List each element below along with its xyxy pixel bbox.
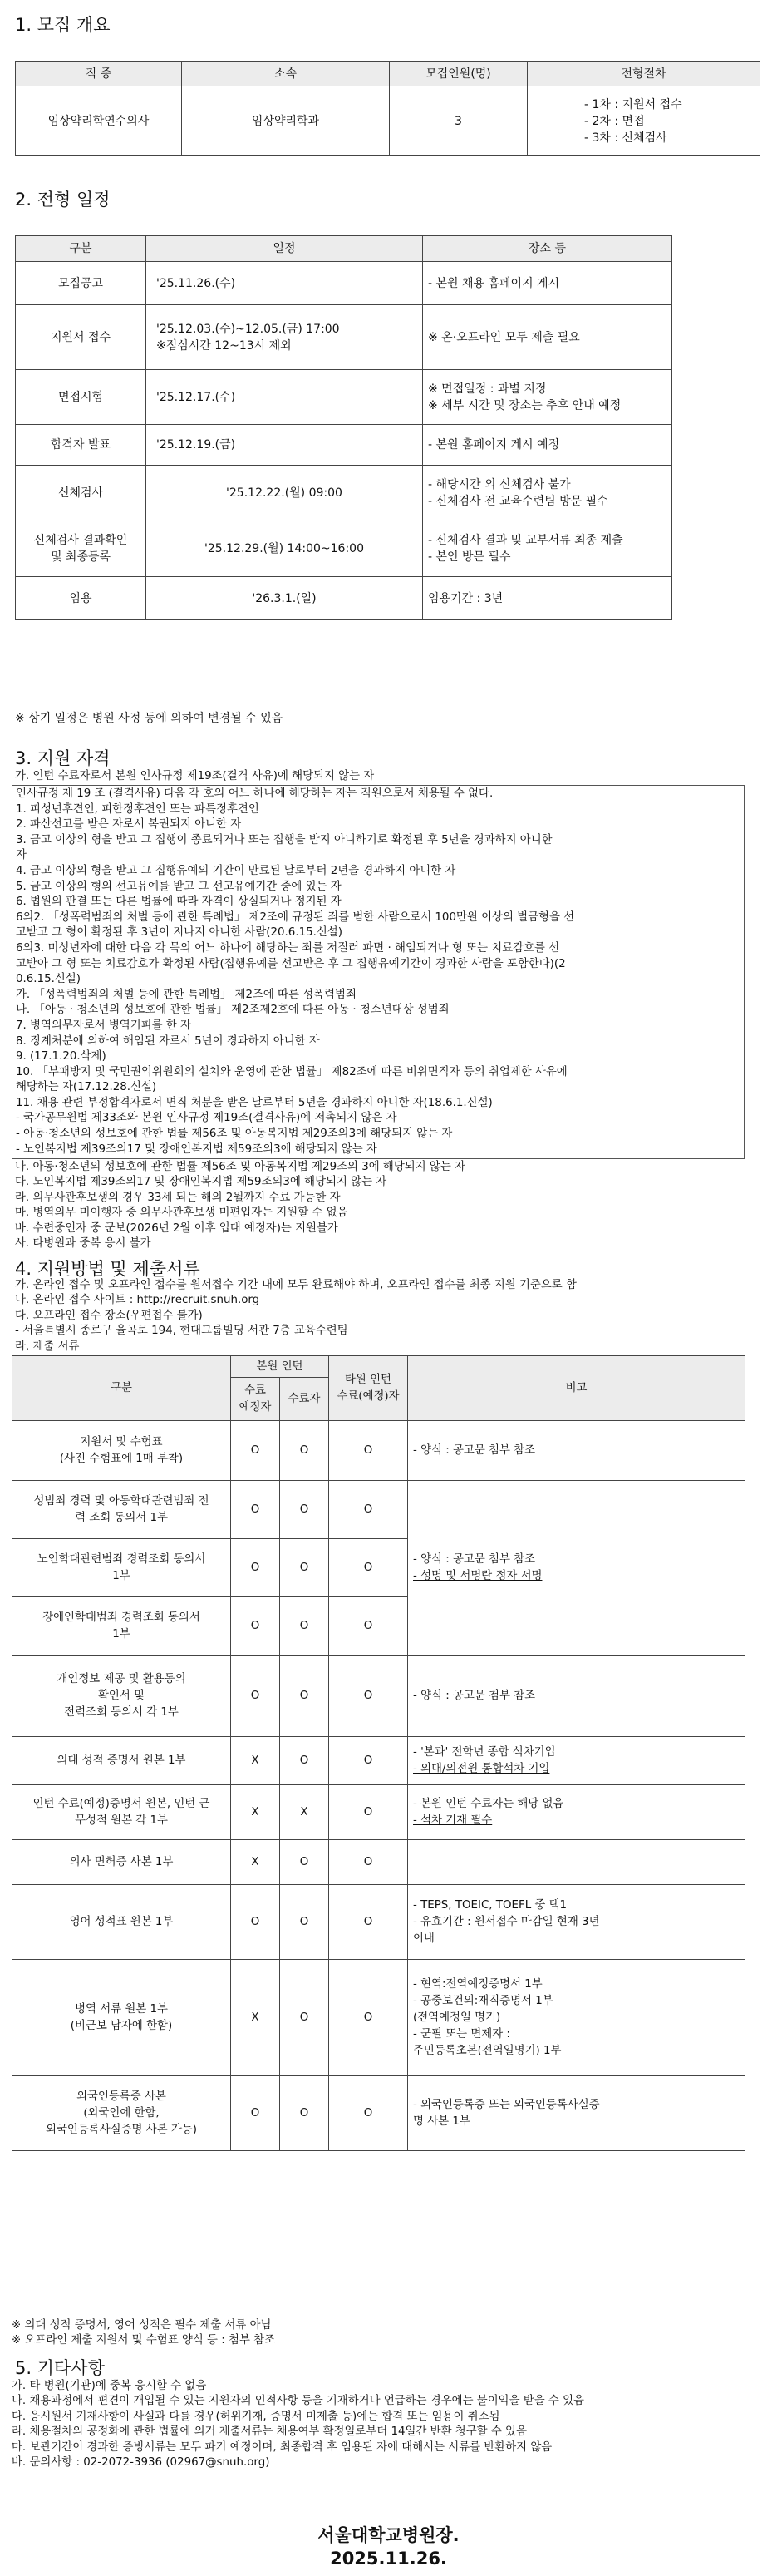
doc-name: 외국인등록증 사본 (외국인에 한함, 외국인등록사실증명 사본 가능): [12, 2076, 231, 2151]
box-line: 자: [16, 849, 27, 862]
qualification-item: 사. 타병원과 중복 응시 불가: [15, 1237, 151, 1251]
box-line: 11. 채용 관련 부정합격자로서 면직 처분을 받은 날로부터 5년을 경과하지 아니한 자(18.6.1.신설): [16, 1096, 493, 1109]
doc-name: 의대 성적 증명서 원본 1부: [12, 1737, 231, 1785]
mark-other: O: [329, 1539, 408, 1597]
mark-other: O: [329, 1737, 408, 1785]
box-line: 고받고 그 형이 확정된 후 3년이 지나지 아니한 사람(20.6.15.신설): [16, 926, 342, 940]
schedule-note: ※ 상기 일정은 병원 사정 등에 의하여 변경될 수 있음: [15, 712, 283, 725]
mark-expected: O: [231, 1597, 280, 1656]
doc-name: 개인정보 제공 및 활용동의 확인서 및 전력조회 동의서 각 1부: [12, 1656, 231, 1737]
disqualification-box: [12, 785, 745, 1159]
mark-completed: O: [280, 1840, 329, 1885]
schedule-place: - 본원 채용 홈페이지 게시: [423, 262, 672, 305]
box-line: 9. (17.1.20.삭제): [16, 1050, 106, 1063]
mark-completed: O: [280, 1960, 329, 2076]
remark-cell: - TEPS, TOEIC, TOEFL 중 택1 - 유효기간 : 원서접수 마감일 현재 3년 이내: [408, 1885, 745, 1960]
qualification-list: [15, 1160, 465, 1251]
method-item: - 서울특별시 종로구 율곡로 194, 현대그룹빌딩 서관 7층 교육수련팀: [15, 1325, 348, 1338]
misc-list: [12, 2379, 584, 2470]
mark-completed: O: [280, 1597, 329, 1656]
remark-cell: - 양식 : 공고문 첨부 참조: [408, 1421, 745, 1481]
schedule-place: ※ 면접일정 : 과별 지정 ※ 세부 시간 및 장소는 추후 안내 예정: [423, 370, 672, 425]
mark-other: O: [329, 1785, 408, 1840]
col-header-expected: 수료 예정자: [231, 1378, 280, 1421]
mark-expected: O: [231, 1421, 280, 1481]
doc-name: 병역 서류 원본 1부 (비군보 남자에 한함): [12, 1960, 231, 2076]
schedule-label: 합격자 발표: [16, 425, 146, 466]
box-line: 4. 금고 이상의 형을 받고 그 집행유예의 기간이 만료된 날로부터 2년을 경과하지 아니한 자: [16, 864, 456, 877]
step-item: - 1차 : 지원서 접수: [584, 97, 682, 111]
box-line: 8. 징계처분에 의하여 해임된 자로서 5년이 경과하지 아니한 자: [16, 1034, 320, 1048]
issue-date: 2025.11.26.: [330, 2549, 447, 2569]
method-item: 다. 오프라인 접수 장소(우편접수 불가): [15, 1309, 203, 1322]
schedule-label: 임용: [16, 577, 146, 620]
mark-other: O: [329, 1885, 408, 1960]
remark-cell: - 외국인등록증 또는 외국인등록사실증 명 사본 1부: [408, 2076, 745, 2151]
schedule-label: 신체검사: [16, 466, 146, 521]
mark-other: O: [329, 1960, 408, 2076]
box-line: 6. 법원의 판결 또는 다른 법률에 따라 자격이 상실되거나 정지된 자: [16, 896, 342, 909]
box-line: 1. 피성년후견인, 피한정후견인 또는 파특정후견인: [16, 802, 259, 816]
mark-expected: O: [231, 1656, 280, 1737]
box-line: - 아동·청소년의 성보호에 관한 법률 제56조 및 아동복지법 제29조의3에 해당되지 않는 자: [16, 1128, 453, 1141]
documents-table: [12, 1355, 745, 2151]
mark-expected: X: [231, 1960, 280, 2076]
doc-name: 지원서 및 수험표 (사진 수험표에 1매 부착): [12, 1421, 231, 1481]
method-item: 나. 온라인 접수 사이트 : http://recruit.snuh.org: [15, 1294, 260, 1307]
col-header-dept: 소속: [182, 62, 390, 86]
documents-note: ※ 의대 성적 증명서, 영어 성적은 필수 제출 서류 아님: [12, 2319, 272, 2332]
box-line: 10. 「부패방지 및 국민권익위원회의 설치와 운영에 관한 법률」 제82조에 따른 비위면직자 등의 취업제한 사유에: [16, 1065, 568, 1078]
col-header-own-intern: 본원 인턴: [231, 1356, 329, 1378]
schedule-place: - 본원 홈페이지 게시 예정: [423, 425, 672, 466]
col-header-place: 장소 등: [423, 236, 672, 262]
schedule-label: 면접시험: [16, 370, 146, 425]
documents-note: ※ 오프라인 제출 지원서 및 수험표 양식 등 : 첨부 참조: [12, 2334, 276, 2347]
step-item: - 2차 : 면접: [584, 114, 645, 128]
box-line: 7. 병역의무자로서 병역기피를 한 자: [16, 1019, 191, 1032]
schedule-place: ※ 온·오프라인 모두 제출 필요: [423, 305, 672, 370]
mark-expected: X: [231, 1785, 280, 1840]
qualification-item: 다. 노인복지법 제39조의17 및 장애인복지법 제59조의3에 해당되지 않는 자: [15, 1176, 387, 1189]
method-item: 가. 온라인 접수 및 오프라인 접수를 원서접수 기간 내에 모두 완료해야 하며, 오프라인 접수를 최종 지원 기준으로 함: [15, 1279, 577, 1291]
qualification-item: 마. 병역의무 미이행자 중 의무사관후보생 미편입자는 지원할 수 없음: [15, 1207, 348, 1220]
mark-expected: O: [231, 2076, 280, 2151]
section-1-title: 1. 모집 개요: [15, 15, 111, 35]
box-line: - 노인복지법 제39조의17 및 장애인복지법 제59조의3에 해당되지 않는 자: [16, 1142, 377, 1156]
schedule-date: '25.12.22.(월) 09:00: [146, 466, 423, 521]
schedule-date: '25.12.03.(수)~12.05.(금) 17:00 ※점심시간 12~13시 제외: [146, 305, 423, 370]
box-line: 5. 금고 이상의 형의 선고유예를 받고 그 선고유예기간 중에 있는 자: [16, 880, 342, 893]
section-5-title: 5. 기타사항: [15, 2358, 105, 2378]
mark-completed: O: [280, 1737, 329, 1785]
doc-name: 인턴 수료(예정)증명서 원본, 인턴 근 무성적 원본 각 1부: [12, 1785, 231, 1840]
misc-item: 라. 채용절차의 공정화에 관한 법률에 의거 제출서류는 채용여부 확정일로부터 14일간 반환 청구할 수 있음: [12, 2425, 527, 2439]
misc-item: 다. 응시원서 기재사항이 사실과 다를 경우(허위기재, 증명서 미제출 등)에는 합격 또는 임용이 취소됨: [12, 2410, 500, 2423]
remark-cell: - 본원 인턴 수료자는 해당 없음 - 석차 기재 필수: [408, 1785, 745, 1840]
col-header-job: 직 종: [16, 62, 182, 86]
col-header-other-intern: 타원 인턴 수료(예정)자: [329, 1356, 408, 1421]
schedule-date: '25.12.19.(금): [146, 425, 423, 466]
mark-completed: O: [280, 1885, 329, 1960]
box-line: 2. 파산선고를 받은 자로서 복권되지 아니한 자: [16, 818, 242, 832]
mark-other: O: [329, 1421, 408, 1481]
documents-notes: [12, 2318, 275, 2349]
box-line: 해당하는 자(17.12.28.신설): [16, 1081, 157, 1094]
schedule-date: '25.12.17.(수): [146, 370, 423, 425]
count-cell: 3: [390, 86, 528, 156]
mark-expected: O: [231, 1539, 280, 1597]
section-2-title: 2. 전형 일정: [15, 190, 111, 210]
qualification-item: 나. 아동·청소년의 성보호에 관한 법률 제56조 및 아동복지법 제29조의 3에 해당되지 않는 자: [15, 1161, 465, 1173]
section-3-title: 3. 지원 자격: [15, 748, 111, 768]
application-method: [15, 1278, 577, 1355]
mark-completed: O: [280, 1656, 329, 1737]
col-header-doc: 구분: [12, 1356, 231, 1421]
box-line: - 국가공무원법 제33조와 본원 인사규정 제19조(결격사유)에 저촉되지 않은 자: [16, 1112, 397, 1125]
step-item: - 3차 : 신체검사: [584, 131, 667, 145]
mark-expected: X: [231, 1737, 280, 1785]
remark-cell: - 현역:전역예정증명서 1부 - 공중보건의:재직증명서 1부 (전역예정일 명기) - 군필 또는 면제자 : 주민등록초본(전역일명기) 1부: [408, 1960, 745, 2076]
doc-name: 의사 면허증 사본 1부: [12, 1840, 231, 1885]
col-header-steps: 전형절차: [528, 62, 760, 86]
mark-completed: O: [280, 1539, 329, 1597]
misc-item: 나. 채용과정에서 편견이 개입될 수 있는 지원자의 인적사항 등을 기재하거나 언급하는 경우에는 불이익을 받을 수 있음: [12, 2395, 584, 2408]
col-header-count: 모집인원(명): [390, 62, 528, 86]
box-line: 0.6.15.신설): [16, 973, 81, 986]
mark-other: O: [329, 2076, 408, 2151]
job-cell: 임상약리학연수의사: [16, 86, 182, 156]
mark-completed: O: [280, 1421, 329, 1481]
steps-cell: [528, 86, 760, 156]
doc-name: 노인학대관련범죄 경력조회 동의서 1부: [12, 1539, 231, 1597]
schedule-label: 모집공고: [16, 262, 146, 305]
col-header-completed: 수료자: [280, 1378, 329, 1421]
method-item: 라. 제출 서류: [15, 1340, 80, 1353]
schedule-date: '25.12.29.(월) 14:00~16:00: [146, 521, 423, 577]
misc-item: 가. 타 병원(기관)에 중복 응시할 수 없음: [12, 2380, 207, 2392]
col-header-remarks: 비고: [408, 1356, 745, 1421]
box-line: 나. 「아동 · 청소년의 성보호에 관한 법률」 제2조제2호에 따른 아동 · 청소년대상 성범죄: [16, 1004, 450, 1017]
mark-expected: X: [231, 1840, 280, 1885]
remark-cell: [408, 1840, 745, 1885]
remark-cell: - 양식 : 공고문 첨부 참조: [408, 1656, 745, 1737]
box-line: 3. 금고 이상의 형을 받고 그 집행이 종료되거나 또는 집행을 받지 아니하기로 확정된 후 5년을 경과하지 아니한: [16, 833, 553, 846]
mark-completed: O: [280, 1481, 329, 1539]
schedule-date: '26.3.1.(일): [146, 577, 423, 620]
qualification-item: 바. 수련중인자 중 군보(2026년 2월 이후 입대 예정자)는 지원불가: [15, 1221, 338, 1235]
mark-completed: O: [280, 2076, 329, 2151]
qualification-item: 라. 의무사관후보생의 경우 33세 되는 해의 2월까지 수료 가능한 자: [15, 1191, 341, 1204]
doc-name: 장애인학대범죄 경력조회 동의서 1부: [12, 1597, 231, 1656]
section-4-title: 4. 지원방법 및 제출서류: [15, 1259, 200, 1279]
box-line: 6의3. 미성년자에 대한 다음 각 목의 어느 하나에 해당하는 죄를 저질러 파면 · 해임되거나 형 또는 치료감호를 선: [16, 941, 560, 955]
remark-cell: - 양식 : 공고문 첨부 참조 - 성명 및 서명란 정자 서명: [408, 1481, 745, 1656]
doc-name: 성범죄 경력 및 아동학대관련범죄 전 력 조회 동의서 1부: [12, 1481, 231, 1539]
box-line: 고받아 그 형 또는 치료감호가 확정된 사람(집행유예를 선고받은 후 그 집행유예기간이 경과한 사람을 포함한다)(2: [16, 957, 566, 970]
schedule-table: [15, 235, 672, 620]
mark-other: O: [329, 1481, 408, 1539]
schedule-label: 지원서 접수: [16, 305, 146, 370]
box-line: 가. 「성폭력범죄의 처벌 등에 관한 특례법」 제2조에 따른 성폭력범죄: [16, 988, 357, 1001]
col-header-category: 구분: [16, 236, 146, 262]
issuer-name: 서울대학교병원장.: [317, 2525, 460, 2545]
schedule-place: - 해당시간 외 신체검사 불가 - 신체검사 전 교육수련팀 방문 필수: [423, 466, 672, 521]
misc-item: 바. 문의사항 : 02-2072-3936 (02967@snuh.org): [12, 2456, 270, 2470]
schedule-label: 신체검사 결과확인 및 최종등록: [16, 521, 146, 577]
mark-expected: O: [231, 1885, 280, 1960]
remark-cell: - '본과' 전학년 종합 석차기입 - 의대/의전원 통합석차 기입: [408, 1737, 745, 1785]
doc-name: 영어 성적표 원본 1부: [12, 1885, 231, 1960]
recruit-overview-table: [15, 61, 760, 156]
mark-other: O: [329, 1840, 408, 1885]
mark-completed: X: [280, 1785, 329, 1840]
box-line: 6의2. 「성폭력범죄의 처벌 등에 관한 특례법」 제2조에 규정된 죄를 범한 사람으로서 100만원 이상의 벌금형을 선: [16, 910, 575, 924]
schedule-place: - 신체검사 결과 및 교부서류 최종 제출 - 본인 방문 필수: [423, 521, 672, 577]
schedule-place: 임용기간 : 3년: [423, 577, 672, 620]
misc-item: 마. 보관기간이 경과한 증빙서류는 모두 파기 예정이며, 최종합격 후 임용된 자에 대해서는 서류를 반환하지 않음: [12, 2440, 553, 2454]
dept-cell: 임상약리학과: [182, 86, 390, 156]
col-header-date: 일정: [146, 236, 423, 262]
mark-other: O: [329, 1656, 408, 1737]
qualification-intro: 가. 인턴 수료자로서 본원 인사규정 제19조(결격 사유)에 해당되지 않는 자: [15, 770, 375, 782]
schedule-date: '25.11.26.(수): [146, 262, 423, 305]
mark-other: O: [329, 1597, 408, 1656]
mark-expected: O: [231, 1481, 280, 1539]
box-line: 인사규정 제 19 조 (결격사유) 다음 각 호의 어느 하나에 해당하는 자는 직원으로서 채용될 수 없다.: [16, 787, 494, 800]
